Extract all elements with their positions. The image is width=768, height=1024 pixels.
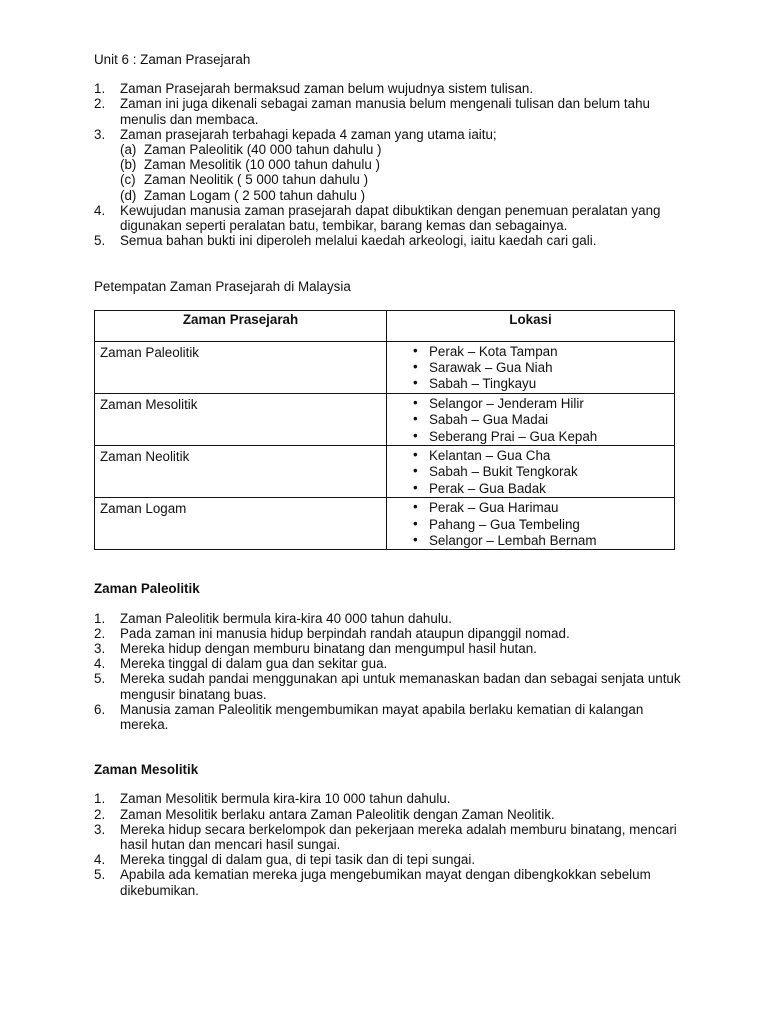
location-item xyxy=(391,533,670,549)
era-cell: Zaman Paleolitik xyxy=(95,341,387,393)
intro-list xyxy=(94,81,684,248)
bullet-icon: • xyxy=(413,394,418,410)
list-item xyxy=(94,641,684,656)
item-text: Kewujudan manusia zaman prasejarah dapat dibuktikan dengan penemuan peralatan yang digunakan seperti peralatan batu, tembikar, barang kemas dan sebagainya. xyxy=(120,202,661,234)
item-text: Apabila ada kematian mereka juga mengebumikan mayat dengan dibengkokkan sebelum dikebumikan. xyxy=(120,867,651,898)
location-item xyxy=(391,429,670,445)
sub-text: Zaman Paleolitik (40 000 tahun dahulu ) xyxy=(144,142,382,158)
sub-marker: (c) xyxy=(120,172,136,188)
item-number: 1. xyxy=(94,81,106,97)
bullet-icon: • xyxy=(413,359,418,375)
location-text: Seberang Prai – Gua Kepah xyxy=(429,428,598,444)
item-number: 2. xyxy=(94,96,106,112)
item-text: Mereka tinggal di dalam gua, di tepi tasik dan di tepi sungai. xyxy=(120,852,476,868)
bullet-icon: • xyxy=(413,342,418,358)
list-item xyxy=(94,702,684,732)
bullet-icon: • xyxy=(413,531,418,547)
location-cell xyxy=(387,498,675,550)
sub-text: Zaman Mesolitik (10 000 tahun dahulu ) xyxy=(144,157,380,173)
list-item xyxy=(94,611,684,626)
location-item xyxy=(391,500,670,516)
sub-item xyxy=(120,188,684,203)
item-text: Zaman ini juga dikenali sebagai zaman manusia belum mengenali tulisan dan belum tahu menulis dan membaca. xyxy=(120,96,650,127)
bullet-icon: • xyxy=(413,479,418,495)
location-cell xyxy=(387,341,675,393)
location-item xyxy=(391,412,670,428)
location-item xyxy=(391,464,670,480)
list-item xyxy=(94,203,684,233)
bullet-icon: • xyxy=(413,499,418,515)
section-heading-paleolitik: Zaman Paleolitik xyxy=(94,581,200,597)
location-text: Perak – Gua Harimau xyxy=(429,500,559,516)
sub-item xyxy=(120,172,684,187)
item-text: Mereka tinggal di dalam gua dan sekitar gua. xyxy=(120,656,388,672)
sub-text: Zaman Logam ( 2 500 tahun dahulu ) xyxy=(144,187,366,203)
item-text: Mereka sudah pandai menggunakan api untuk memanaskan badan dan sebagai senjata untuk mengusir binatang buas. xyxy=(120,671,681,702)
table-row xyxy=(95,445,675,497)
settlement-heading: Petempatan Zaman Prasejarah di Malaysia xyxy=(94,279,351,295)
column-header-era: Zaman Prasejarah xyxy=(95,310,387,341)
item-number: 3. xyxy=(94,640,106,656)
sub-marker: (b) xyxy=(120,157,137,173)
paleolitik-list xyxy=(94,611,684,733)
item-text: Semua bahan bukti ini diperoleh melalui kaedah arkeologi, iaitu kaedah cari gali. xyxy=(120,233,597,249)
bullet-icon: • xyxy=(413,463,418,479)
location-text: Selangor – Jenderam Hilir xyxy=(429,395,584,411)
location-item xyxy=(391,360,670,376)
list-item xyxy=(94,626,684,641)
list-item xyxy=(94,852,684,867)
location-item xyxy=(391,481,670,497)
location-cell xyxy=(387,445,675,497)
item-text: Zaman Paleolitik bermula kira-kira 40 000 tahun dahulu. xyxy=(120,610,452,626)
section-heading-mesolitik: Zaman Mesolitik xyxy=(94,762,199,778)
location-text: Sabah – Gua Madai xyxy=(429,412,549,428)
item-number: 4. xyxy=(94,656,106,672)
table-header-row xyxy=(95,310,675,341)
era-cell: Zaman Neolitik xyxy=(95,445,387,497)
unit-title: Unit 6 : Zaman Prasejarah xyxy=(94,52,251,67)
location-text: Sabah – Bukit Tengkorak xyxy=(429,464,578,480)
document-page xyxy=(94,52,684,898)
item-text: Zaman Mesolitik berlaku antara Zaman Paleolitik dengan Zaman Neolitik. xyxy=(120,806,555,822)
sub-marker: (d) xyxy=(120,187,137,203)
bullet-icon: • xyxy=(413,515,418,531)
location-item xyxy=(391,344,670,360)
item-number: 5. xyxy=(94,233,106,249)
item-number: 5. xyxy=(94,671,106,687)
item-text: Zaman Prasejarah bermaksud zaman belum wujudnya sistem tulisan. xyxy=(120,81,534,97)
sub-marker: (a) xyxy=(120,142,137,158)
bullet-icon: • xyxy=(413,446,418,462)
location-item xyxy=(391,517,670,533)
list-item xyxy=(94,807,684,822)
location-text: Perak – Kota Tampan xyxy=(429,343,558,359)
item-text: Pada zaman ini manusia hidup berpindah randah ataupun dipanggil nomad. xyxy=(120,625,570,641)
item-text: Manusia zaman Paleolitik mengembumikan mayat apabila berlaku kematian di kalangan mereka. xyxy=(120,701,644,732)
item-number: 5. xyxy=(94,867,106,883)
location-text: Perak – Gua Badak xyxy=(429,480,546,496)
item-text: Mereka hidup dengan memburu binatang dan mengumpul hasil hutan. xyxy=(120,640,537,656)
list-item xyxy=(94,127,684,203)
era-sublist xyxy=(120,142,684,203)
list-item xyxy=(94,656,684,671)
list-item xyxy=(94,867,684,897)
item-number: 1. xyxy=(94,791,106,807)
location-text: Sarawak – Gua Niah xyxy=(429,360,553,376)
list-item xyxy=(94,81,684,96)
location-text: Pahang – Gua Tembeling xyxy=(429,516,580,532)
bullet-icon: • xyxy=(413,411,418,427)
item-number: 1. xyxy=(94,610,106,626)
item-number: 3. xyxy=(94,126,106,142)
column-header-location: Lokasi xyxy=(387,310,675,341)
list-item xyxy=(94,822,684,852)
item-text: Zaman Mesolitik bermula kira-kira 10 000 tahun dahulu. xyxy=(120,791,451,807)
sub-item xyxy=(120,142,684,157)
item-text: Zaman prasejarah terbahagi kepada 4 zaman yang utama iaitu; xyxy=(120,126,497,142)
location-cell xyxy=(387,393,675,445)
list-item xyxy=(94,96,684,126)
item-number: 4. xyxy=(94,852,106,868)
location-text: Selangor – Lembah Bernam xyxy=(429,532,597,548)
sub-text: Zaman Neolitik ( 5 000 tahun dahulu ) xyxy=(144,172,369,188)
era-cell: Zaman Mesolitik xyxy=(95,393,387,445)
list-item xyxy=(94,671,684,701)
location-item xyxy=(391,448,670,464)
location-item xyxy=(391,396,670,412)
location-item xyxy=(391,376,670,392)
item-number: 6. xyxy=(94,701,106,717)
table-row xyxy=(95,393,675,445)
table-row xyxy=(95,498,675,550)
item-text: Mereka hidup secara berkelompok dan pekerjaan mereka adalah memburu binatang, mencari hasil hutan dan mencari hasil sungai. xyxy=(120,821,677,852)
item-number: 4. xyxy=(94,202,106,218)
list-item xyxy=(94,233,684,248)
location-text: Sabah – Tingkayu xyxy=(429,376,537,392)
list-item xyxy=(94,791,684,806)
settlement-table xyxy=(94,310,675,551)
sub-item xyxy=(120,157,684,172)
mesolitik-list xyxy=(94,791,684,897)
location-text: Kelantan – Gua Cha xyxy=(429,447,551,463)
table-row xyxy=(95,341,675,393)
bullet-icon: • xyxy=(413,375,418,391)
item-number: 2. xyxy=(94,806,106,822)
item-number: 2. xyxy=(94,625,106,641)
item-number: 3. xyxy=(94,821,106,837)
bullet-icon: • xyxy=(413,427,418,443)
era-cell: Zaman Logam xyxy=(95,498,387,550)
